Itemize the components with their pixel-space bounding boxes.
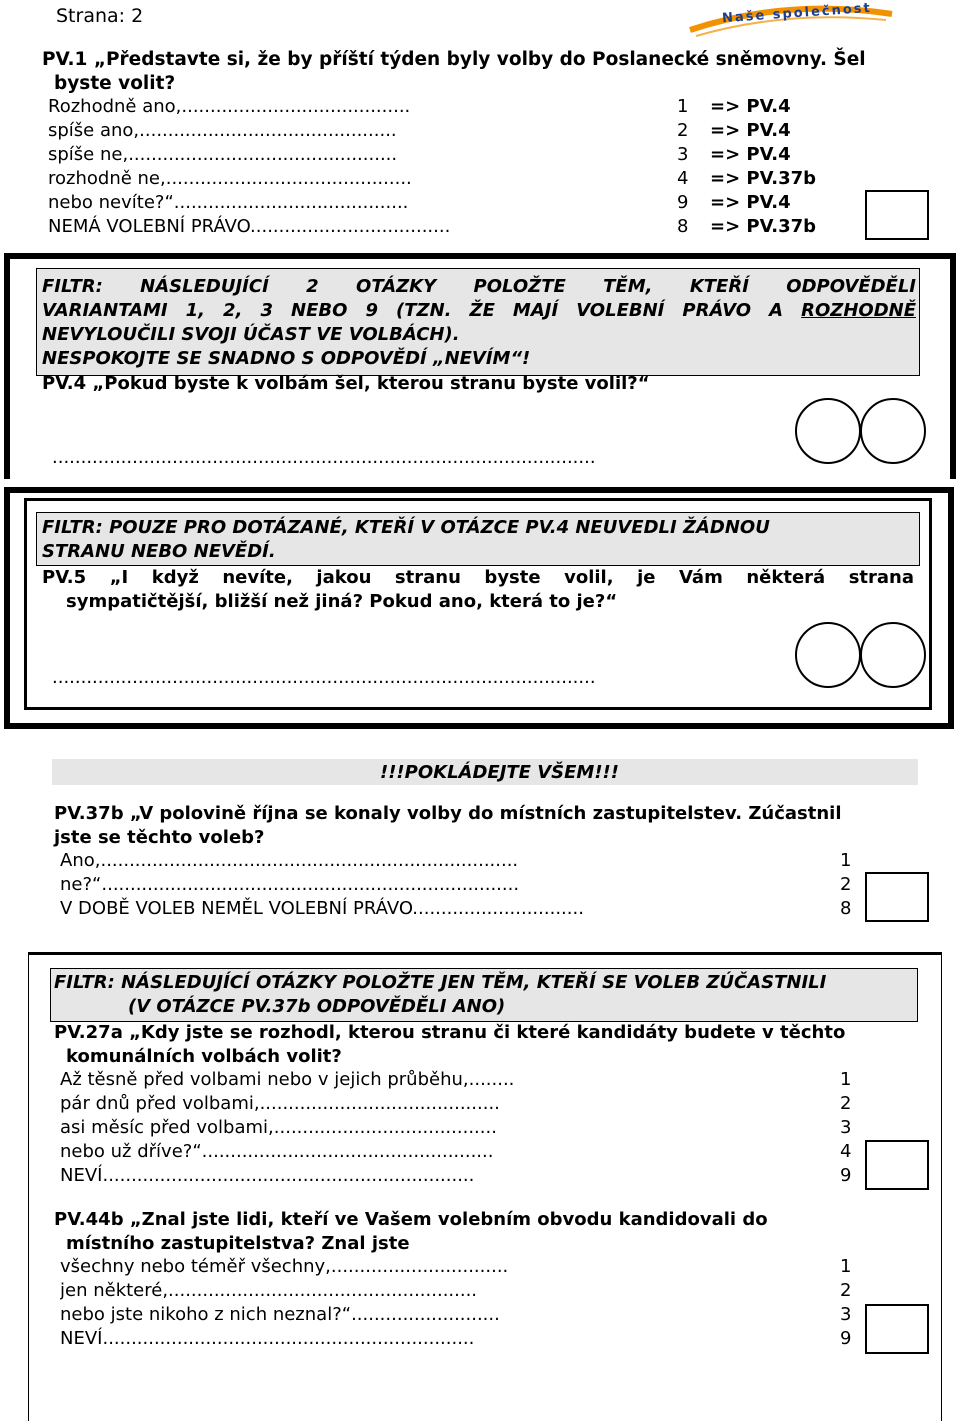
pv44b-answer-box[interactable]: [865, 1304, 929, 1354]
option-label: jen některé,: [60, 1280, 169, 1301]
option-code: 3: [840, 1117, 852, 1138]
filter2-line-1: FILTR: POUZE PRO DOTÁZANÉ, KTEŘÍ V OTÁZCE PV.4 NEUVEDLI ŽÁDNOU: [42, 517, 770, 538]
option-label: V DOBĚ VOLEB NEMĚL VOLEBNÍ PRÁVO: [60, 898, 413, 919]
option-dots: .................................................................: [102, 1165, 475, 1186]
option-code: 1: [677, 96, 689, 117]
pv5-code-circle-1[interactable]: [795, 622, 861, 688]
option-dots: .................................................................: [102, 1328, 475, 1349]
company-logo: [686, 0, 896, 40]
pv5-answer-line[interactable]: ...............................................................................................: [52, 667, 596, 688]
pv1-question-line-2: byste volit?: [54, 73, 176, 94]
filter1-line-1: FILTR: NÁSLEDUJÍCÍ 2 OTÁZKY POLOŽTE TĚM, KTEŘÍ ODPOVĚDĚLI: [42, 276, 916, 297]
option-label: nebo jste nikoho z nich neznal?“: [60, 1304, 352, 1325]
option-jump: => PV.4: [710, 120, 791, 141]
option-label: asi měsíc před volbami,: [60, 1117, 274, 1138]
ask-everyone-text: !!!POKLÁDEJTE VŠEM!!!: [380, 762, 619, 783]
option-label: spíše ne,: [48, 144, 129, 165]
option-jump: => PV.4: [710, 96, 791, 117]
page-number: Strana: 2: [56, 5, 144, 27]
option-dots: ..........................: [351, 1304, 500, 1325]
option-code: 1: [840, 1069, 852, 1090]
filter2-line-2: STRANU NEBO NEVĚDÍ.: [42, 541, 276, 562]
logo-text: Naše společnost: [721, 0, 873, 27]
option-dots: ...........................................: [165, 168, 412, 189]
option-dots: .........................................................................: [101, 874, 520, 895]
pv27a-question-line-2: komunálních volbách volit?: [66, 1046, 342, 1067]
option-code: 2: [840, 1280, 852, 1301]
option-jump: => PV.37b: [710, 168, 817, 189]
option-code: 4: [677, 168, 689, 189]
filter3-line-2: (V OTÁZCE PV.37b ODPOVĚDĚLI ANO): [128, 996, 506, 1017]
pv5-question-line-2: sympatičtější, bližší než jiná? Pokud ano, která to je?“: [66, 591, 618, 612]
option-label: NEVÍ: [60, 1328, 103, 1349]
option-dots: .........................................................................: [100, 850, 519, 871]
option-code: 9: [677, 192, 689, 213]
option-dots: ........................................: [181, 96, 411, 117]
option-label: Ano,: [60, 850, 101, 871]
pv37b-answer-box[interactable]: [865, 872, 929, 922]
option-label: Rozhodně ano,: [48, 96, 182, 117]
pv5-question-line-1: PV.5 „I když nevíte, jakou stranu byste volil, je Vám některá strana: [42, 567, 914, 588]
option-label: ne?“: [60, 874, 102, 895]
option-code: 9: [840, 1165, 852, 1186]
filter1-line-4: NESPOKOJTE SE SNADNO S ODPOVĚDÍ „NEVÍM“!: [42, 348, 531, 369]
option-label: pár dnů před volbami,: [60, 1093, 260, 1114]
pv1-answer-box[interactable]: [865, 190, 929, 240]
option-jump: => PV.4: [710, 144, 791, 165]
option-code: 8: [840, 898, 852, 919]
option-label: rozhodně ne,: [48, 168, 166, 189]
option-label: všechny nebo téměř všechny,: [60, 1256, 331, 1277]
option-label: nebo nevíte?“: [48, 192, 174, 213]
pv37b-question-line-1: PV.37b „V polovině října se konaly volby do místních zastupitelstev. Zúčastnil: [54, 803, 842, 824]
option-label: nebo už dříve?“: [60, 1141, 202, 1162]
option-code: 2: [840, 874, 852, 895]
option-dots: .........................................: [173, 192, 409, 213]
option-jump: => PV.4: [710, 192, 791, 213]
option-dots: ...............................: [330, 1256, 509, 1277]
pv4-answer-line[interactable]: ...............................................................................................: [52, 447, 596, 468]
option-label: spíše ano,: [48, 120, 140, 141]
option-code: 1: [840, 1256, 852, 1277]
option-dots: .......................................: [273, 1117, 497, 1138]
pv27a-answer-box[interactable]: [865, 1140, 929, 1190]
option-dots: .............................................: [139, 120, 397, 141]
option-dots: ...................................................: [201, 1141, 494, 1162]
option-dots: ..........................................: [259, 1093, 500, 1114]
option-dots: ........: [468, 1069, 515, 1090]
pv44b-question-line-2: místního zastupitelstva? Znal jste: [66, 1233, 410, 1254]
option-jump: => PV.37b: [710, 216, 817, 237]
option-code: 9: [840, 1328, 852, 1349]
filter1-line-3: NEVYLOUČILI SVOJI ÚČAST VE VOLBÁCH).: [42, 324, 460, 345]
option-code: 3: [840, 1304, 852, 1325]
option-dots: ..............................: [412, 898, 584, 919]
pv44b-question-line-1: PV.44b „Znal jste lidi, kteří ve Vašem volebním obvodu kandidovali do: [54, 1209, 768, 1230]
filter1-line-2: VARIANTAMI 1, 2, 3 NEBO 9 (TZN. ŽE MAJÍ VOLEBNÍ PRÁVO A ROZHODNĚ: [42, 300, 916, 321]
pv4-question: PV.4 „Pokud byste k volbám šel, kterou stranu byste volil?“: [42, 373, 650, 394]
option-label: NEMÁ VOLEBNÍ PRÁVO: [48, 216, 251, 237]
option-code: 8: [677, 216, 689, 237]
option-code: 2: [677, 120, 689, 141]
option-dots: ...................................: [250, 216, 451, 237]
option-dots: ...............................................: [128, 144, 398, 165]
option-label: Až těsně před volbami nebo v jejich průběhu,: [60, 1069, 469, 1090]
option-dots: ......................................................: [168, 1280, 478, 1301]
pv27a-question-line-1: PV.27a „Kdy jste se rozhodl, kterou stranu či které kandidáty budete v těchto: [54, 1022, 846, 1043]
pv5-code-circle-2[interactable]: [860, 622, 926, 688]
filter3-line-1: FILTR: NÁSLEDUJÍCÍ OTÁZKY POLOŽTE JEN TĚM, KTEŘÍ SE VOLEB ZÚČASTNILI: [54, 972, 827, 993]
pv4-code-circle-2[interactable]: [860, 398, 926, 464]
option-code: 4: [840, 1141, 852, 1162]
pv1-question-line-1: PV.1 „Představte si, že by příští týden byly volby do Poslanecké sněmovny. Šel: [42, 49, 866, 70]
option-code: 2: [840, 1093, 852, 1114]
option-label: NEVÍ: [60, 1165, 103, 1186]
pv37b-question-line-2: jste se těchto voleb?: [54, 827, 265, 848]
pv4-code-circle-1[interactable]: [795, 398, 861, 464]
option-code: 3: [677, 144, 689, 165]
option-code: 1: [840, 850, 852, 871]
